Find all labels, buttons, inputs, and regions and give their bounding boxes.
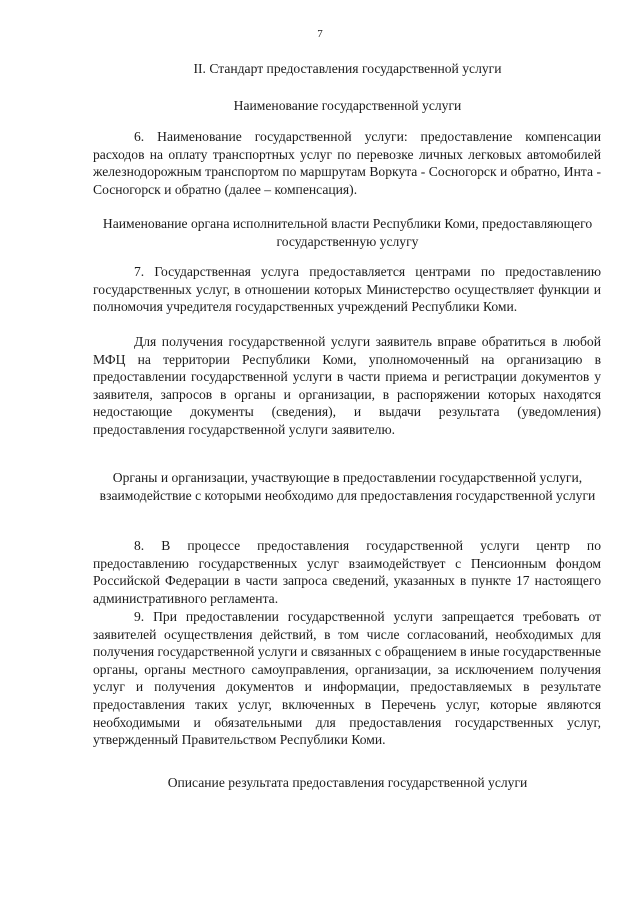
page-number: 7 [317, 28, 323, 40]
section-title: II. Стандарт предоставления государственной услуги [193, 61, 502, 76]
paragraph-8: 8. В процессе предоставления государственной услуги центр по предоставлению государственных услуг взаимодействует с Пенсионным фондом Российской Федерации в части запроса сведений, указанных в пункте 17 настоящего административного регламента. [93, 538, 601, 606]
paragraph-7-continued: Для получения государственной услуги заявитель вправе обратиться в любой МФЦ на территории Республики Коми, уполномоченный на организацию в предоставлении государственной услуги в части приема и регистрации документов у заявителя, запросов в органы и организации, в распоряжении которых находятся недостающие документы (сведения), и выдачи результата (уведомления) предоставления государственной услуги заявителю. [93, 334, 601, 437]
paragraph-9: 9. При предоставлении государственной услуги запрещается требовать от заявителей осуществления действий, в том числе согласований, необходимых для получения государственной услуги и связанных с обращением в иные государственные органы, органы местного самоуправления, организации, за исключением получения услуг и получения документов и информации, предоставляемых в результате предоставления таких услуг, включенных в Перечень услуг, которые являются необходимыми и обязательными для предоставления государственных услуг, утвержденный Правительством Республики Коми. [93, 609, 601, 748]
subheading-result: Описание результата предоставления государственной услуги [167, 775, 528, 790]
paragraph-7: 7. Государственная услуга предоставляется центрами по предоставлению государственных услуг, в отношении которых Министерство осуществляет функции и полномочия учредителя государственных учреждений Республики Коми. [93, 264, 601, 315]
subheading-organizations: Органы и организации, участвующие в предоставлении государственной услуги, взаимодействие с которыми необходимо для предоставления государственной услуги [99, 470, 596, 503]
subheading-authority: Наименование органа исполнительной власти Республики Коми, предоставляющего государственную услугу [102, 216, 593, 249]
paragraph-6: 6. Наименование государственной услуги: предоставление компенсации расходов на оплату транспортных услуг по перевозке личных легковых автомобилей железнодорожным транспортом по маршрутам Воркута - Сосногорск и обратно, Инта - Сосногорск и обратно (далее – компенсация). [93, 129, 601, 197]
subheading-service-name: Наименование государственной услуги [233, 98, 462, 113]
